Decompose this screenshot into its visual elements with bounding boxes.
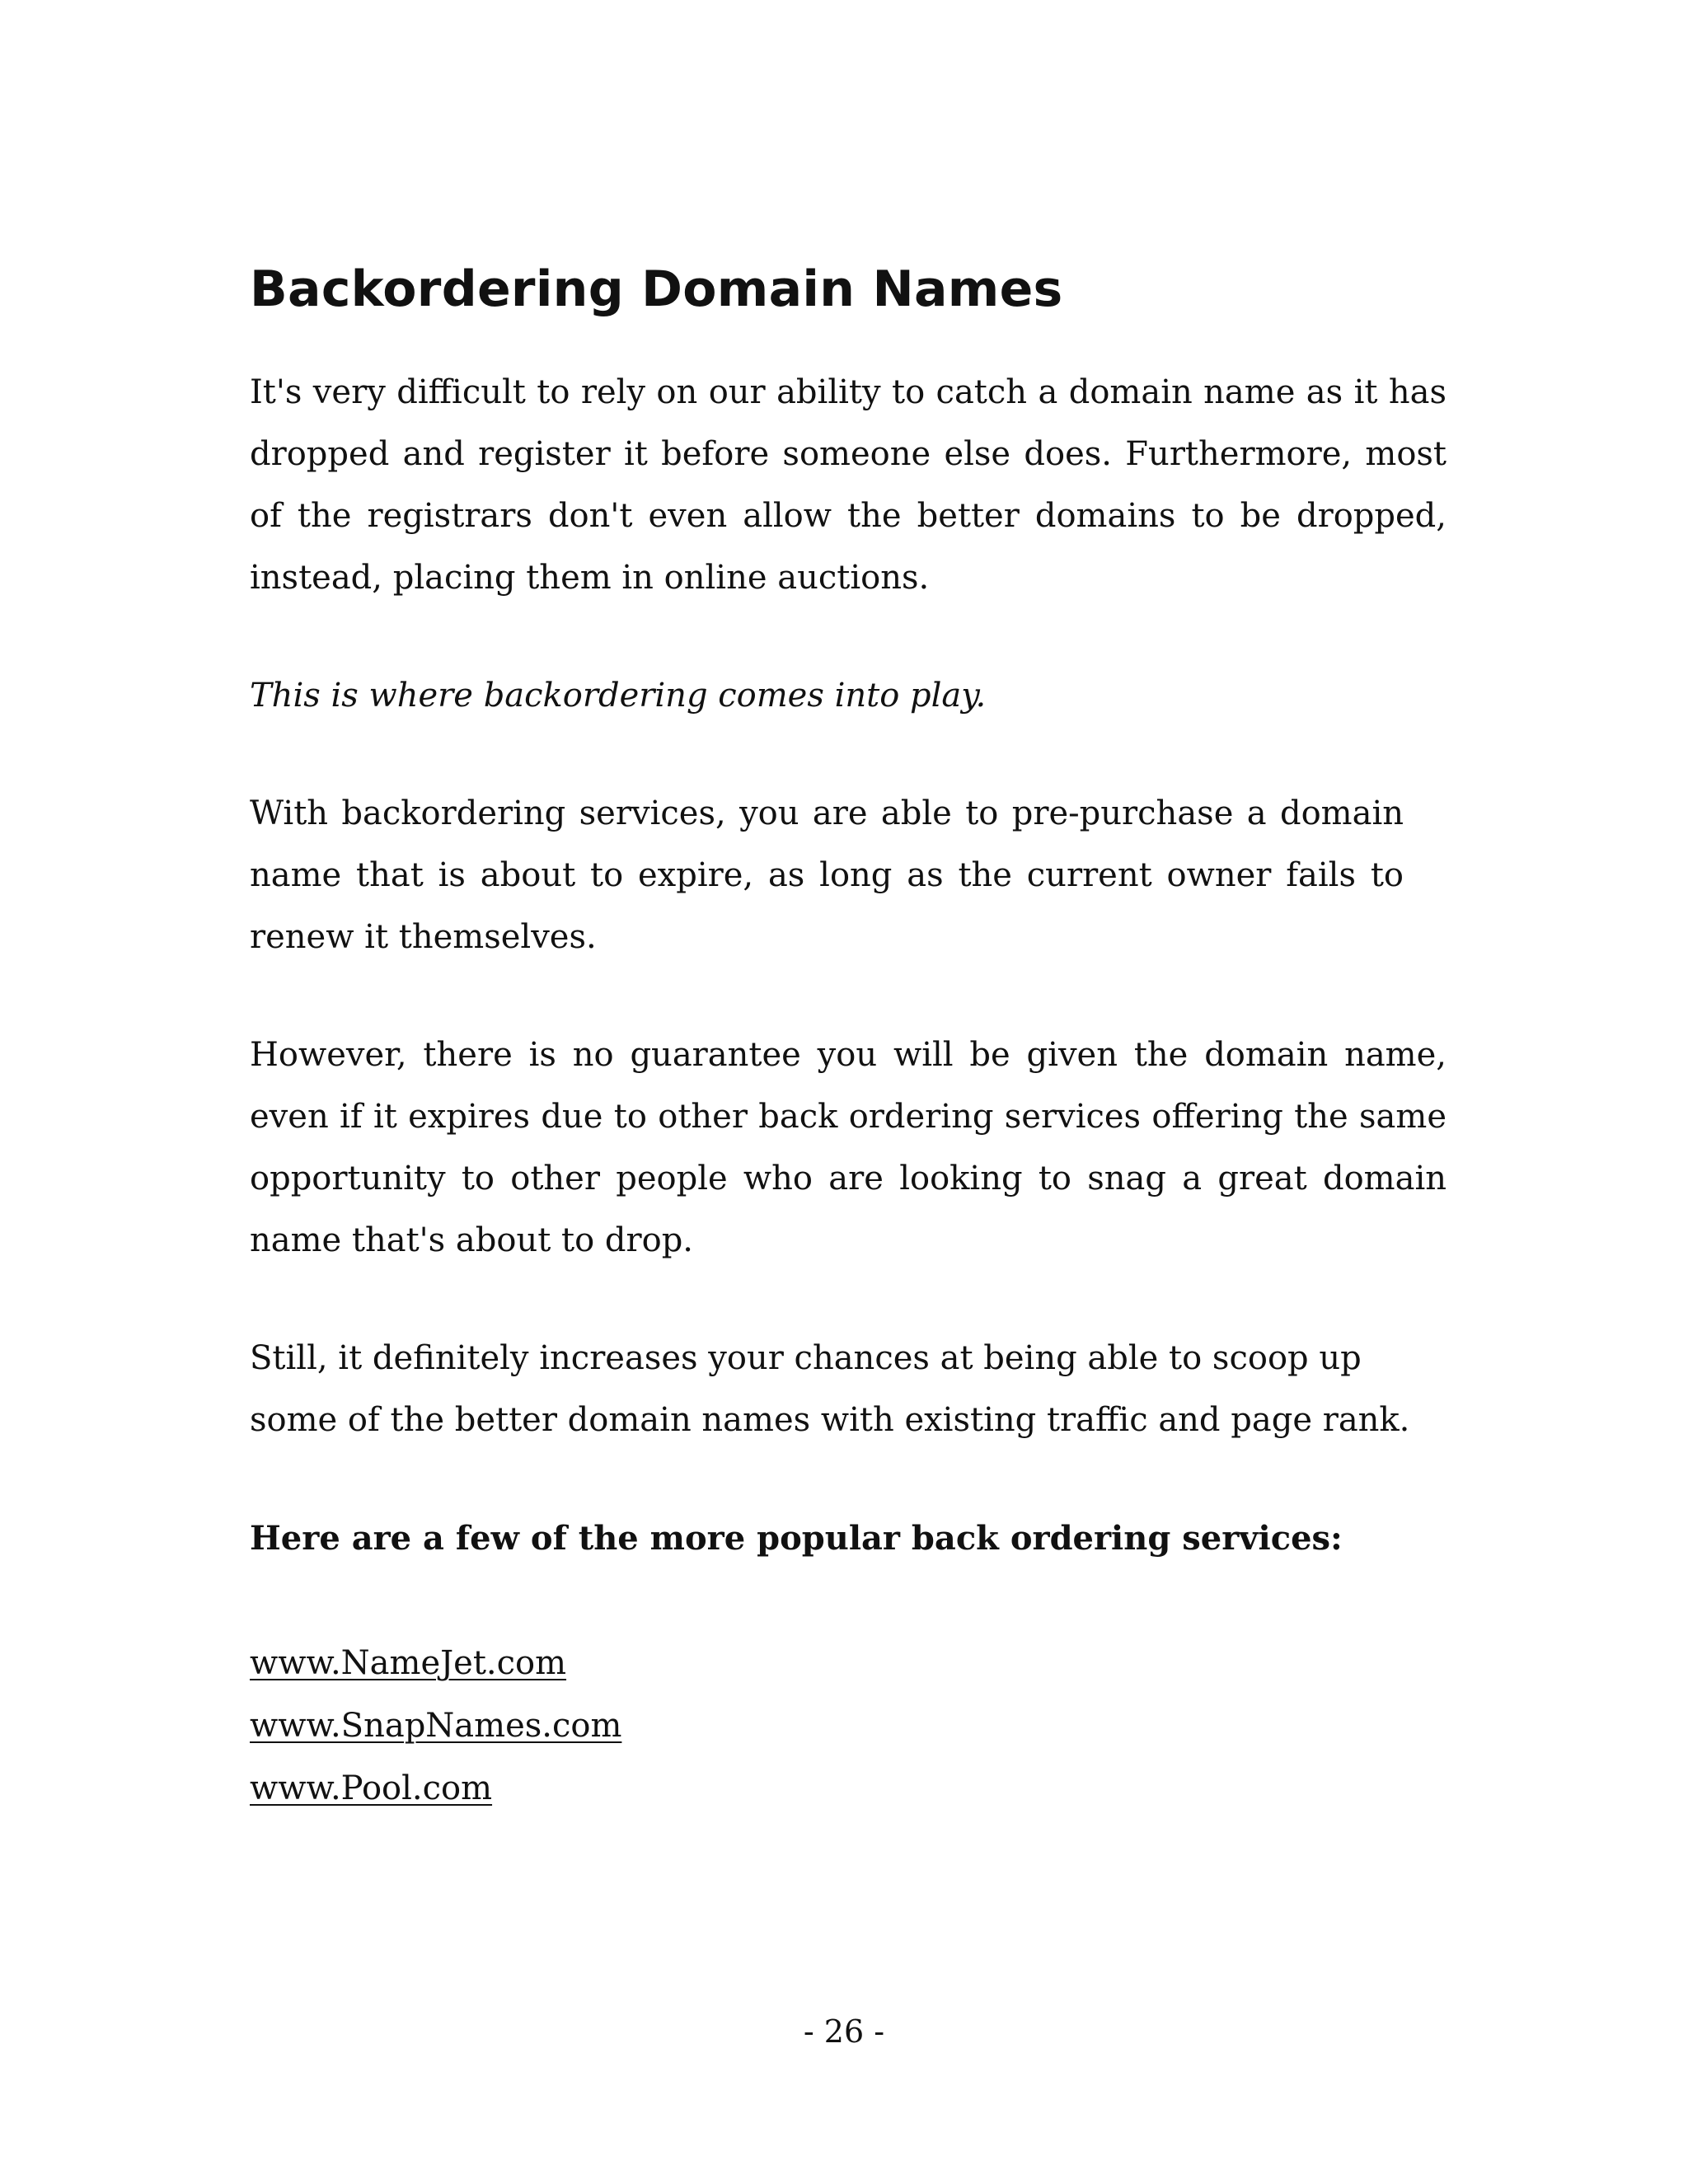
page-number: - 26 - <box>803 2013 885 2050</box>
service-links-list <box>250 1632 1447 1820</box>
page-content <box>250 251 1447 1820</box>
paragraph-increases-chances: Still, it definitely increases your chances at being able to scoop up some of the better domain names with existing traffic and page rank. <box>250 1339 1410 1439</box>
link-namejet[interactable]: www.NameJet.com <box>250 1644 567 1682</box>
paragraph-backordering-services: With backordering services, you are able to pre-purchase a domain name that is about to expire, as long as the current owner fails to renew it themselves. <box>250 794 1404 956</box>
paragraph-emphasis: This is where backordering comes into play. <box>250 677 987 715</box>
paragraph-services-intro: Here are a few of the more popular back ordering services: <box>250 1519 1343 1558</box>
link-pool[interactable]: www.Pool.com <box>250 1769 493 1807</box>
paragraph-intro: It's very difficult to rely on our ability to catch a domain name as it has dropped and register it before someone else does. Furthermore, most of the registrars don't even allow the better domains to be dropped, instead, placing them in online auctions. <box>250 373 1447 597</box>
link-snapnames[interactable]: www.SnapNames.com <box>250 1707 622 1745</box>
paragraph-no-guarantee: However, there is no guarantee you will be given the domain name, even if it expires due to other back ordering services offering the same opportunity to other people who are looking to snag a great domain name that's about to drop. <box>250 1036 1447 1259</box>
page-title: Backordering Domain Names <box>250 260 1063 318</box>
